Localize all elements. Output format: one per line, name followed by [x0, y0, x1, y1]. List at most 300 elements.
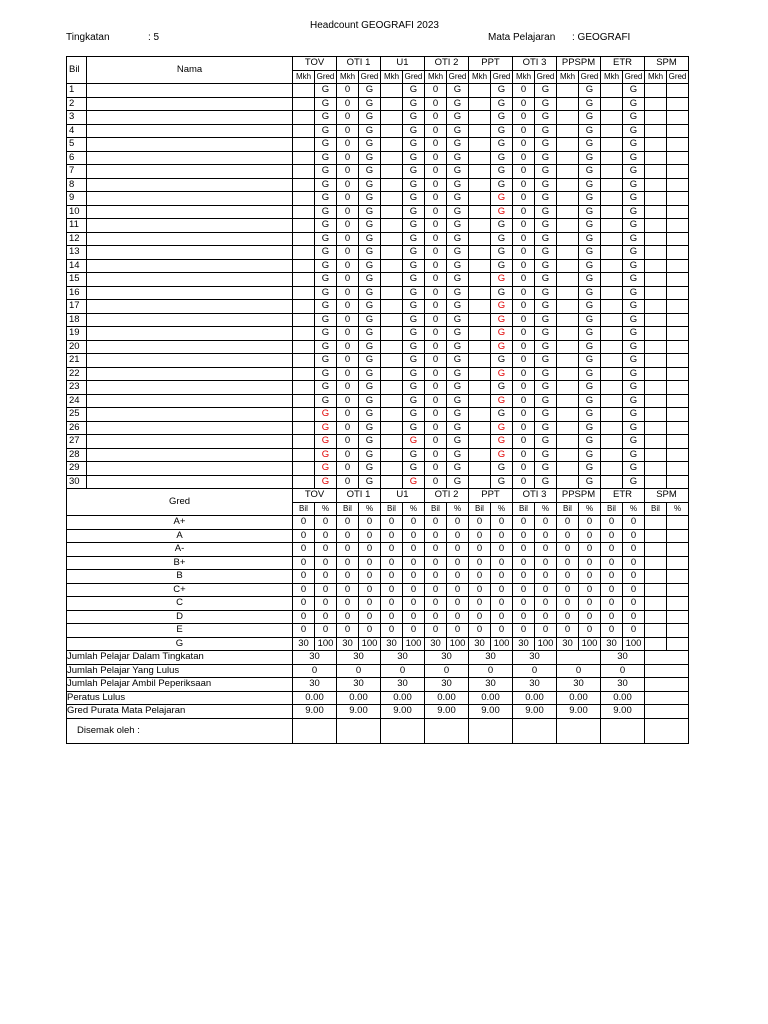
score-cell — [601, 286, 623, 300]
score-cell: G — [403, 273, 425, 287]
score-cell: G — [359, 408, 381, 422]
grade-count-cell: 0 — [491, 570, 513, 584]
score-cell — [469, 219, 491, 233]
score-cell — [293, 151, 315, 165]
score-cell: 0 — [425, 408, 447, 422]
score-cell: G — [315, 97, 337, 111]
headcount-table — [66, 56, 689, 744]
group-header: TOV — [293, 57, 337, 71]
score-cell: G — [623, 246, 645, 260]
score-cell: G — [579, 84, 601, 98]
grade-count-cell: 0 — [535, 543, 557, 557]
score-cell — [469, 286, 491, 300]
group-header: SPM — [645, 57, 689, 71]
student-name-cell — [87, 475, 293, 489]
score-cell: G — [359, 124, 381, 138]
score-cell: G — [623, 435, 645, 449]
score-cell — [601, 151, 623, 165]
score-cell: G — [359, 448, 381, 462]
summary-value: 9.00 — [425, 705, 469, 719]
grade-count-cell: 0 — [381, 570, 403, 584]
score-cell — [381, 192, 403, 206]
score-cell — [557, 421, 579, 435]
score-cell — [469, 232, 491, 246]
grade-count-cell: 0 — [579, 624, 601, 638]
grade-count-cell: 0 — [425, 529, 447, 543]
score-cell — [601, 462, 623, 476]
score-cell: G — [403, 408, 425, 422]
score-cell: G — [315, 300, 337, 314]
sub-header-gred: Gred — [623, 70, 645, 84]
score-cell — [293, 273, 315, 287]
score-cell: G — [403, 448, 425, 462]
score-cell: 0 — [425, 97, 447, 111]
score-cell: G — [403, 232, 425, 246]
grade-count-cell: 0 — [337, 597, 359, 611]
sub-header-mkh: Mkh — [557, 70, 579, 84]
score-cell — [667, 97, 689, 111]
grade-count-cell: 0 — [469, 610, 491, 624]
score-cell — [601, 273, 623, 287]
grade-count-cell: 0 — [315, 556, 337, 570]
table-row — [67, 381, 689, 395]
score-cell: G — [623, 448, 645, 462]
score-cell: G — [535, 124, 557, 138]
score-cell: 0 — [513, 246, 535, 260]
sub-header-pct: % — [447, 502, 469, 516]
summary-value: 30 — [513, 651, 557, 665]
score-cell — [293, 462, 315, 476]
grade-count-cell: 0 — [601, 543, 623, 557]
mata-pelajaran-label: Mata Pelajaran — [488, 32, 556, 43]
student-name-cell — [87, 354, 293, 368]
row-number: 11 — [67, 219, 87, 233]
score-cell: G — [535, 300, 557, 314]
row-number: 27 — [67, 435, 87, 449]
score-cell: G — [579, 381, 601, 395]
sub-header-gred: Gred — [579, 70, 601, 84]
score-cell: 0 — [337, 219, 359, 233]
score-cell: G — [535, 205, 557, 219]
row-number: 28 — [67, 448, 87, 462]
sub-header-bil: Bil — [293, 502, 315, 516]
score-cell — [557, 178, 579, 192]
score-cell: G — [359, 151, 381, 165]
score-cell: 0 — [513, 124, 535, 138]
score-cell — [469, 408, 491, 422]
score-cell: G — [359, 300, 381, 314]
summary-value — [645, 664, 689, 678]
score-cell: G — [579, 367, 601, 381]
score-cell: G — [403, 367, 425, 381]
score-cell: G — [403, 192, 425, 206]
score-cell: G — [623, 138, 645, 152]
score-cell: G — [359, 84, 381, 98]
student-name-cell — [87, 435, 293, 449]
row-number: 8 — [67, 178, 87, 192]
score-cell: G — [623, 367, 645, 381]
score-cell — [293, 165, 315, 179]
score-cell — [601, 111, 623, 125]
grade-count-cell — [667, 570, 689, 584]
table-row — [67, 394, 689, 408]
score-cell: 0 — [513, 178, 535, 192]
grade-count-cell: 0 — [557, 529, 579, 543]
score-cell: G — [315, 327, 337, 341]
score-cell: 0 — [425, 381, 447, 395]
score-cell — [601, 435, 623, 449]
score-cell: 0 — [513, 435, 535, 449]
table-row — [67, 408, 689, 422]
score-cell — [381, 138, 403, 152]
score-cell — [667, 232, 689, 246]
score-cell: G — [623, 340, 645, 354]
row-number: 14 — [67, 259, 87, 273]
score-cell — [601, 408, 623, 422]
score-cell — [381, 286, 403, 300]
score-cell — [293, 408, 315, 422]
score-cell — [645, 394, 667, 408]
summary-row — [67, 651, 689, 665]
score-cell: G — [579, 151, 601, 165]
student-name-cell — [87, 97, 293, 111]
score-cell: 0 — [337, 354, 359, 368]
score-cell — [293, 205, 315, 219]
grade-count-cell: 100 — [403, 637, 425, 651]
score-cell: G — [447, 367, 469, 381]
score-cell — [469, 354, 491, 368]
grade-count-cell: 0 — [315, 624, 337, 638]
score-cell — [667, 219, 689, 233]
student-name-cell — [87, 124, 293, 138]
score-cell — [293, 435, 315, 449]
score-cell — [293, 192, 315, 206]
score-cell: G — [623, 475, 645, 489]
score-cell: G — [623, 178, 645, 192]
grade-count-cell: 0 — [623, 543, 645, 557]
table-row — [67, 327, 689, 341]
score-cell: 0 — [425, 367, 447, 381]
disemak-label: Disemak oleh : — [67, 718, 293, 743]
score-cell: G — [315, 354, 337, 368]
score-cell: 0 — [337, 246, 359, 260]
score-cell — [557, 259, 579, 273]
row-number: 6 — [67, 151, 87, 165]
score-cell: G — [491, 205, 513, 219]
student-name-cell — [87, 286, 293, 300]
score-cell — [645, 421, 667, 435]
grade-count-cell: 0 — [513, 556, 535, 570]
score-cell: G — [403, 138, 425, 152]
grade-count-cell: 0 — [623, 610, 645, 624]
summary-value: 30 — [337, 678, 381, 692]
grade-count-cell: 0 — [359, 624, 381, 638]
student-name-cell — [87, 408, 293, 422]
score-cell: G — [623, 219, 645, 233]
score-cell: 0 — [513, 367, 535, 381]
group-header: U1 — [381, 57, 425, 71]
sub-header-pct: % — [623, 502, 645, 516]
score-cell — [557, 300, 579, 314]
score-cell: G — [535, 165, 557, 179]
score-cell — [645, 205, 667, 219]
nama-header: Nama — [87, 57, 293, 84]
score-cell: G — [579, 394, 601, 408]
score-cell — [601, 138, 623, 152]
group-header: OTI 2 — [425, 57, 469, 71]
score-cell — [293, 219, 315, 233]
summary-value: 30 — [601, 651, 645, 665]
table-row — [67, 354, 689, 368]
score-cell — [601, 219, 623, 233]
score-cell: G — [623, 408, 645, 422]
student-name-cell — [87, 300, 293, 314]
summary-value — [645, 705, 689, 719]
score-cell — [557, 124, 579, 138]
score-cell: 0 — [513, 97, 535, 111]
summary-value: 30 — [337, 651, 381, 665]
score-cell — [469, 165, 491, 179]
grade-count-cell: 0 — [447, 543, 469, 557]
signature-cell — [469, 718, 513, 743]
score-cell: G — [359, 178, 381, 192]
score-cell — [381, 205, 403, 219]
row-number: 23 — [67, 381, 87, 395]
group-header: ETR — [601, 489, 645, 503]
grade-count-cell: 0 — [513, 529, 535, 543]
summary-value: 30 — [293, 651, 337, 665]
signature-cell — [513, 718, 557, 743]
score-cell — [601, 367, 623, 381]
score-cell: G — [447, 421, 469, 435]
score-cell: 0 — [425, 259, 447, 273]
grade-count-cell: 100 — [535, 637, 557, 651]
score-cell — [557, 165, 579, 179]
summary-value: 0 — [337, 664, 381, 678]
score-cell: G — [623, 111, 645, 125]
score-cell: 0 — [337, 435, 359, 449]
sub-header-mkh: Mkh — [425, 70, 447, 84]
score-cell: G — [359, 165, 381, 179]
score-cell: G — [579, 246, 601, 260]
score-cell: G — [491, 219, 513, 233]
score-cell: G — [447, 232, 469, 246]
score-cell — [381, 165, 403, 179]
summary-value: 30 — [601, 678, 645, 692]
row-number: 26 — [67, 421, 87, 435]
score-cell — [601, 448, 623, 462]
grade-count-cell: 0 — [447, 583, 469, 597]
grade-count-cell — [667, 637, 689, 651]
score-cell — [557, 408, 579, 422]
score-cell: G — [579, 273, 601, 287]
score-cell — [667, 354, 689, 368]
score-cell — [469, 394, 491, 408]
score-cell: G — [535, 273, 557, 287]
grade-count-cell: 0 — [315, 570, 337, 584]
score-cell: G — [579, 205, 601, 219]
grade-count-cell: 0 — [557, 570, 579, 584]
tingkatan-value: : 5 — [148, 32, 160, 43]
summary-value: 9.00 — [293, 705, 337, 719]
score-cell: G — [403, 475, 425, 489]
grade-count-cell: 100 — [359, 637, 381, 651]
score-cell — [667, 205, 689, 219]
score-cell — [645, 381, 667, 395]
grade-count-cell: 0 — [425, 556, 447, 570]
score-cell: G — [491, 408, 513, 422]
grade-count-cell: 0 — [623, 516, 645, 530]
score-cell: G — [359, 232, 381, 246]
grade-label: C+ — [67, 583, 293, 597]
score-cell — [469, 138, 491, 152]
score-cell: G — [535, 178, 557, 192]
score-cell: 0 — [337, 421, 359, 435]
score-cell: G — [535, 354, 557, 368]
row-number: 17 — [67, 300, 87, 314]
summary-value: 0.00 — [601, 691, 645, 705]
sub-header-mkh: Mkh — [601, 70, 623, 84]
sub-header-pct: % — [535, 502, 557, 516]
score-cell — [667, 246, 689, 260]
sub-header-bil: Bil — [601, 502, 623, 516]
score-cell: 0 — [337, 97, 359, 111]
sub-header-gred: Gred — [491, 70, 513, 84]
grade-count-cell: 0 — [535, 583, 557, 597]
score-cell: G — [403, 421, 425, 435]
score-cell: G — [447, 435, 469, 449]
grade-count-cell: 0 — [425, 624, 447, 638]
group-header: OTI 3 — [513, 489, 557, 503]
score-cell: G — [315, 178, 337, 192]
score-cell: G — [315, 259, 337, 273]
score-cell — [469, 327, 491, 341]
grade-count-cell — [667, 583, 689, 597]
sub-header-gred: Gred — [403, 70, 425, 84]
score-cell — [601, 246, 623, 260]
score-cell: G — [535, 219, 557, 233]
summary-value: 9.00 — [601, 705, 645, 719]
grade-count-cell: 0 — [359, 610, 381, 624]
signature-cell — [425, 718, 469, 743]
score-cell — [645, 327, 667, 341]
score-cell — [667, 124, 689, 138]
score-cell — [667, 475, 689, 489]
summary-value: 0 — [381, 664, 425, 678]
score-cell: 0 — [513, 84, 535, 98]
summary-label: Gred Purata Mata Pelajaran — [67, 705, 293, 719]
score-cell — [645, 151, 667, 165]
grade-count-cell: 0 — [623, 597, 645, 611]
score-cell: G — [579, 97, 601, 111]
score-cell — [293, 475, 315, 489]
grade-count-cell: 0 — [315, 597, 337, 611]
score-cell — [381, 394, 403, 408]
score-cell: G — [359, 246, 381, 260]
score-cell — [293, 313, 315, 327]
score-cell — [667, 327, 689, 341]
score-cell: G — [535, 462, 557, 476]
table-row — [67, 313, 689, 327]
score-cell — [601, 205, 623, 219]
score-cell: G — [447, 327, 469, 341]
score-cell — [469, 300, 491, 314]
score-cell — [557, 435, 579, 449]
score-cell — [667, 192, 689, 206]
student-name-cell — [87, 394, 293, 408]
score-cell: G — [315, 408, 337, 422]
summary-value: 30 — [425, 678, 469, 692]
row-number: 13 — [67, 246, 87, 260]
score-cell: G — [623, 462, 645, 476]
score-cell: G — [579, 219, 601, 233]
score-cell: G — [579, 435, 601, 449]
score-cell — [667, 138, 689, 152]
summary-label: Jumlah Pelajar Dalam Tingkatan — [67, 651, 293, 665]
score-cell — [469, 205, 491, 219]
score-cell: 0 — [513, 394, 535, 408]
score-cell: G — [535, 111, 557, 125]
score-cell — [601, 178, 623, 192]
gred-header: Gred — [67, 489, 293, 516]
grade-count-cell: 0 — [491, 624, 513, 638]
score-cell: 0 — [425, 165, 447, 179]
student-name-cell — [87, 151, 293, 165]
score-cell: G — [579, 286, 601, 300]
row-number: 10 — [67, 205, 87, 219]
score-cell: G — [623, 205, 645, 219]
score-cell — [645, 300, 667, 314]
score-cell: G — [403, 165, 425, 179]
grade-count-cell: 0 — [315, 610, 337, 624]
grade-count-cell — [667, 556, 689, 570]
grade-count-cell: 0 — [337, 529, 359, 543]
grade-label: C — [67, 597, 293, 611]
grade-count-cell: 0 — [601, 597, 623, 611]
score-cell: G — [491, 313, 513, 327]
score-cell: G — [623, 394, 645, 408]
score-cell: 0 — [337, 367, 359, 381]
student-name-cell — [87, 205, 293, 219]
score-cell — [557, 138, 579, 152]
grade-count-cell: 0 — [447, 624, 469, 638]
grade-count-cell: 30 — [513, 637, 535, 651]
score-cell: G — [315, 219, 337, 233]
score-cell: 0 — [513, 327, 535, 341]
score-cell: G — [315, 313, 337, 327]
score-cell: G — [579, 340, 601, 354]
row-number: 7 — [67, 165, 87, 179]
score-cell: 0 — [513, 151, 535, 165]
score-cell — [469, 124, 491, 138]
table-row — [67, 286, 689, 300]
grade-count-cell: 0 — [535, 570, 557, 584]
grade-count-cell: 100 — [491, 637, 513, 651]
grade-count-cell: 0 — [579, 556, 601, 570]
student-name-cell — [87, 232, 293, 246]
score-cell: 0 — [513, 462, 535, 476]
score-cell: G — [447, 313, 469, 327]
grade-label: B+ — [67, 556, 293, 570]
grade-count-cell: 0 — [469, 516, 491, 530]
score-cell: 0 — [337, 151, 359, 165]
score-cell: 0 — [337, 84, 359, 98]
grade-count-cell: 0 — [601, 610, 623, 624]
score-cell: G — [315, 192, 337, 206]
score-cell — [667, 300, 689, 314]
score-cell — [469, 97, 491, 111]
grade-count-cell — [645, 610, 667, 624]
